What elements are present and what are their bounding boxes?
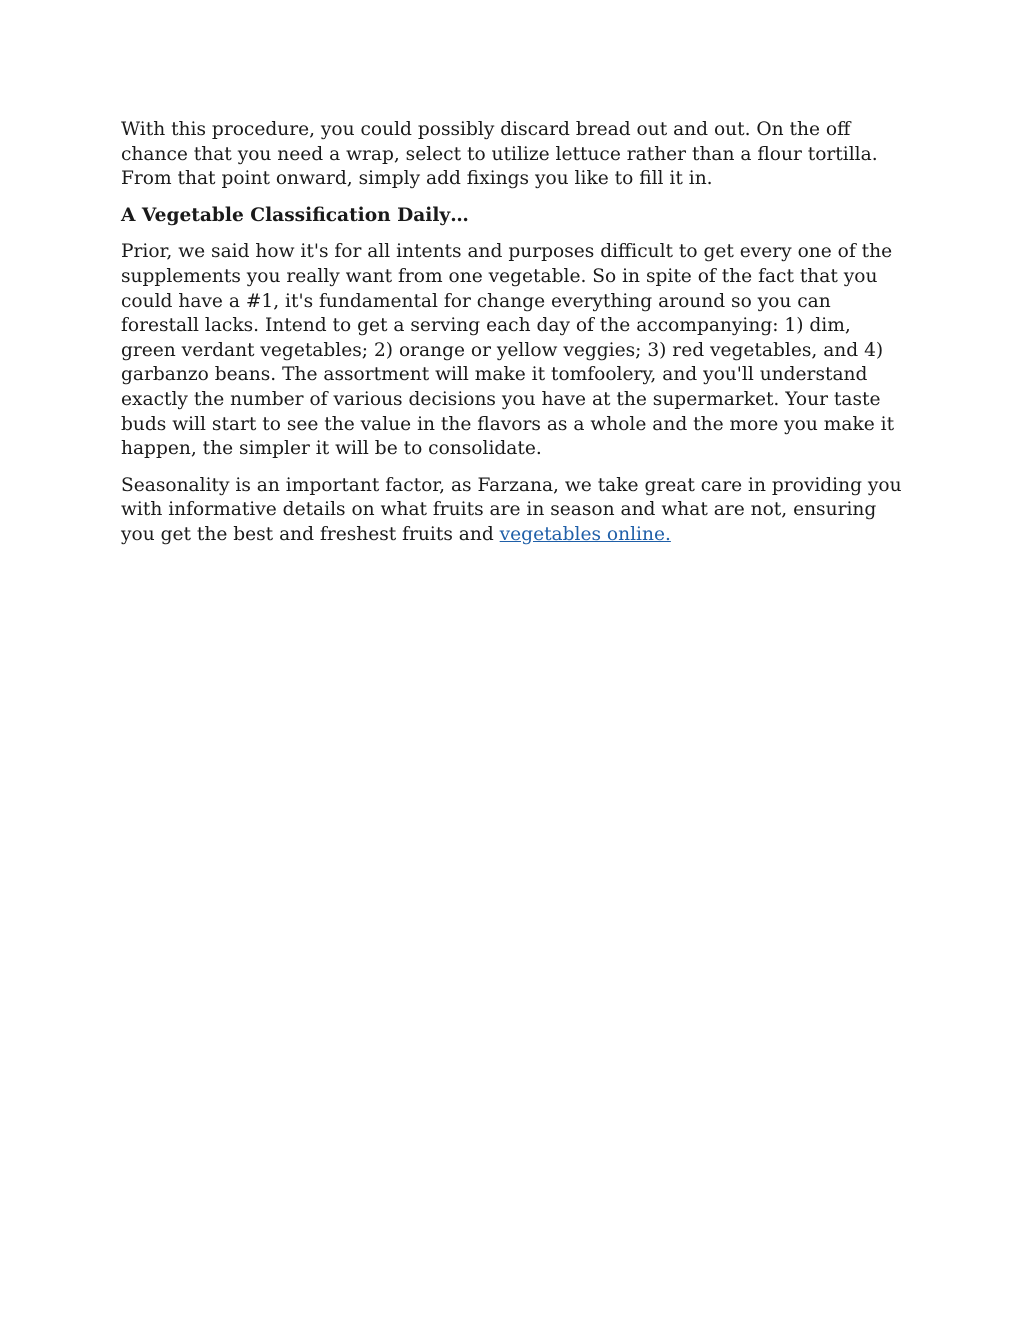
paragraph-seasonality: [121, 474, 911, 548]
paragraph-vegetable-variety: Prior, we said how it's for all intents and purposes difficult to get every one of the supplements you really want from one vegetable. So in spite of the fact that you could have a #1, it's fundamental for change everything around so you can forestall lacks. Intend to get a serving each day of the accompanying: 1) dim, green verdant vegetables; 2) orange or yellow veggies; 3) red vegetables, and 4) garbanzo beans. The assortment will make it tomfoolery, and you'll understand exactly the number of various decisions you have at the supermarket. Your taste buds will start to see the value in the flavors as a whole and the more you make it happen, the simpler it will be to consolidate.: [121, 241, 895, 460]
document-page: [121, 118, 911, 560]
vegetables-online-link[interactable]: vegetables online.: [499, 523, 671, 545]
section-heading-vegetable-classification: A Vegetable Classification Daily…: [121, 204, 469, 226]
paragraph-seasonality-text: Seasonality is an important factor, as Farzana, we take great care in providing you with informative details on what fruits are in season and what are not, ensuring you get the best and freshest fruits and: [121, 474, 902, 545]
paragraph-bread-wrap: With this procedure, you could possibly discard bread out and out. On the off chance that you need a wrap, select to utilize lettuce rather than a flour tortilla. From that point onward, simply add fixings you like to fill it in.: [121, 119, 878, 190]
